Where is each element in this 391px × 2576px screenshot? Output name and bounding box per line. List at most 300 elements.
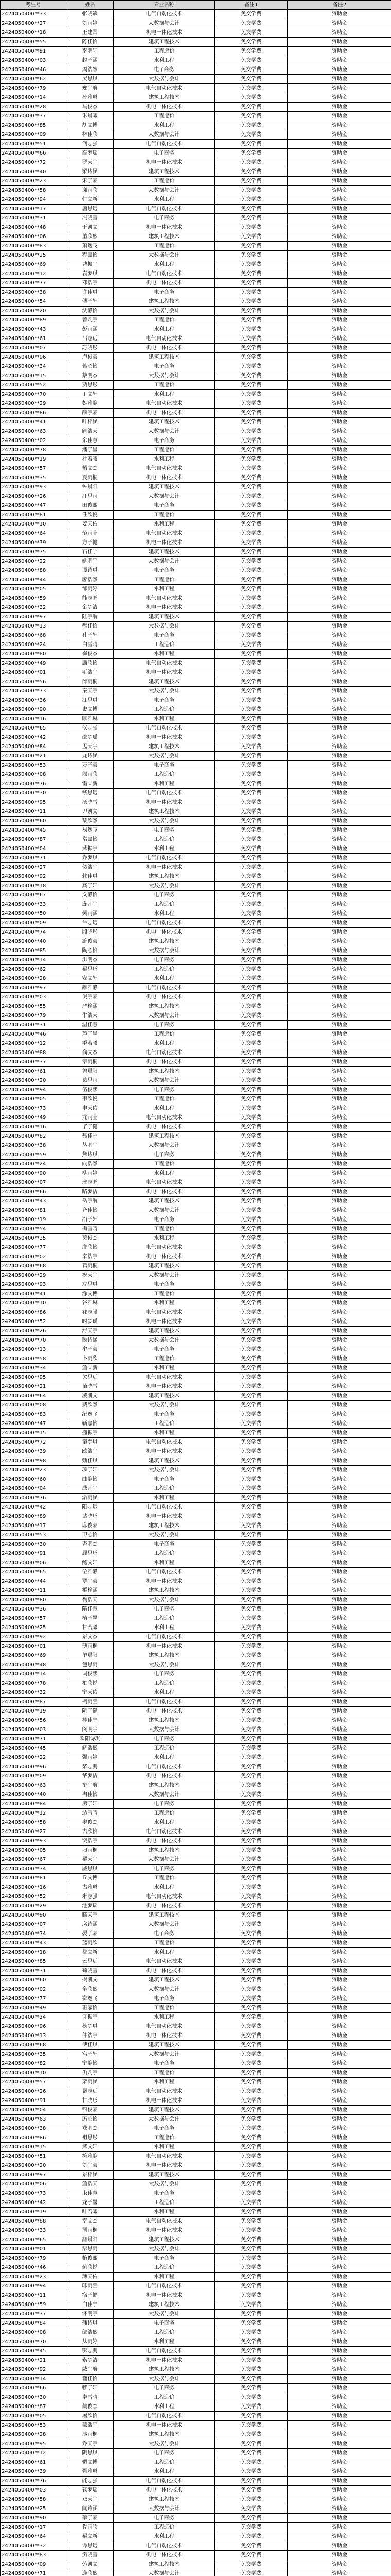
table-row [1,1670,391,1679]
note2-cell: 资助金 [288,2198,391,2208]
note1-cell: 免交学费 [215,1540,288,1549]
student-name-cell: 崔俊杰 [66,650,114,659]
major-cell: 机电一体化技术 [114,223,215,232]
major-cell: 水利工程 [114,585,215,594]
note1-cell: 免交学费 [215,854,288,863]
student-name-cell: 宿子健 [66,2291,114,2300]
exam-id-cell: 2424050400**38 [1,288,66,297]
note2-cell: 资助金 [288,2180,391,2189]
major-cell: 建筑工程技术 [114,742,215,752]
table-row [1,1725,391,1735]
table-row [1,2022,391,2031]
table-row [1,2282,391,2291]
student-name-cell: 尹凯文 [66,807,114,817]
student-name-cell: 彭雨涵 [66,325,114,334]
major-cell: 电气自动化技术 [114,2087,215,2096]
exam-id-cell: 2424050400**44 [1,575,66,585]
student-name-cell: 贡晓雪 [66,2551,114,2560]
note1-cell: 免交学费 [215,872,288,882]
student-name-cell: 莘子豪 [66,2514,114,2523]
note1-cell: 免交学费 [215,2532,288,2541]
table-row [1,1558,391,1568]
major-cell: 工程造价 [114,1160,215,1169]
note2-cell: 资助金 [288,353,391,362]
note2-cell: 资助金 [288,538,391,548]
table-row [1,2226,391,2235]
major-cell: 大数据与会计 [114,2375,215,2384]
note2-cell: 资助金 [288,316,391,325]
note2-cell: 资助金 [288,195,391,205]
note1-cell: 免交学费 [215,2319,288,2328]
major-cell: 机电一体化技术 [114,344,215,353]
major-cell: 建筑工程技术 [114,167,215,177]
major-cell: 电气自动化技术 [114,10,215,19]
major-cell: 电子商务 [114,1345,215,1354]
major-cell: 水利工程 [114,1883,215,1892]
exam-id-cell: 2424050400**26 [1,492,66,501]
note1-cell: 免交学费 [215,371,288,381]
student-name-cell: 饶浩宇 [66,1837,114,1846]
student-name-cell: 郜思雨 [66,2245,114,2254]
student-name-cell: 班嘉怡 [66,2004,114,2013]
exam-id-cell: 2424050400**08 [1,2328,66,2337]
major-cell: 机电一体化技术 [114,603,215,613]
exam-id-cell: 2424050400**41 [1,1290,66,1299]
note1-cell: 免交学费 [215,798,288,807]
major-cell: 电气自动化技术 [114,140,215,149]
student-name-cell: 冯晓雪 [66,214,114,223]
table-row [1,38,391,47]
note2-cell: 资助金 [288,1308,391,1317]
table-row [1,381,391,390]
major-cell: 水利工程 [114,2143,215,2152]
note1-cell: 免交学费 [215,965,288,974]
note2-cell: 资助金 [288,279,391,288]
major-cell: 电气自动化技术 [114,594,215,603]
note2-cell: 资助金 [288,362,391,371]
major-cell: 电气自动化技术 [114,2347,215,2356]
student-name-cell: 姜天佑 [66,520,114,529]
table-row [1,1679,391,1688]
note1-cell: 免交学费 [215,2486,288,2495]
exam-id-cell: 2424050400**96 [1,2022,66,2031]
student-name-cell: 位雅静 [66,1568,114,1577]
major-cell: 大数据与会计 [114,427,215,436]
student-name-cell: 伍俊熙 [66,1086,114,1095]
note1-cell: 免交学费 [215,2115,288,2124]
note2-cell: 资助金 [288,1206,391,1215]
major-cell: 水利工程 [114,2402,215,2412]
note2-cell: 资助金 [288,937,391,946]
header-name: 姓名 [66,1,114,10]
major-cell: 工程造价 [114,511,215,520]
table-row [1,1160,391,1169]
major-cell: 水利工程 [114,1623,215,1633]
table-row [1,946,391,956]
major-cell: 大数据与会计 [114,752,215,761]
student-name-cell: 柏欣悦 [66,1679,114,1688]
table-row [1,548,391,557]
note1-cell: 免交学费 [215,455,288,464]
note1-cell: 免交学费 [215,826,288,835]
student-name-cell: 蔺俊杰 [66,2402,114,2412]
student-name-cell: 项子轩 [66,1466,114,1475]
table-row [1,1206,391,1215]
table-row [1,891,391,900]
major-cell: 建筑工程技术 [114,872,215,882]
major-cell: 大数据与会计 [114,2504,215,2514]
note1-cell: 免交学费 [215,1790,288,1800]
student-name-cell: 曾凡宇 [66,316,114,325]
note1-cell: 免交学费 [215,1178,288,1188]
note1-cell: 免交学费 [215,242,288,251]
table-row [1,965,391,974]
major-cell: 电气自动化技术 [114,1243,215,1252]
student-name-cell: 童梦琪 [66,1438,114,1447]
exam-id-cell: 2424050400**76 [1,2477,66,2486]
header-major: 专业名称 [114,1,215,10]
note2-cell: 资助金 [288,2421,391,2430]
student-name-cell: 钱思远 [66,789,114,798]
note2-cell: 资助金 [288,789,391,798]
student-name-cell: 史文博 [66,705,114,715]
note2-cell: 资助金 [288,1104,391,1113]
note2-cell: 资助金 [288,1011,391,1021]
note1-cell: 免交学费 [215,1670,288,1679]
table-row [1,863,391,872]
major-cell: 电气自动化技术 [114,2022,215,2031]
student-name-cell: 都立新 [66,1948,114,1957]
student-name-cell: 阴思琪 [66,2449,114,2458]
major-cell: 大数据与会计 [114,1855,215,1865]
exam-id-cell: 2424050400**88 [1,1048,66,1058]
exam-id-cell: 2424050400**91 [1,2096,66,2106]
major-cell: 工程造价 [114,2198,215,2208]
table-row [1,1225,391,1234]
note2-cell: 资助金 [288,1985,391,1994]
major-cell: 建筑工程技术 [114,2106,215,2115]
note1-cell: 免交学费 [215,2031,288,2041]
table-row [1,529,391,538]
note1-cell: 免交学费 [215,1846,288,1855]
note1-cell: 免交学费 [215,1076,288,1086]
major-cell: 水利工程 [114,974,215,984]
major-cell: 电气自动化技术 [114,205,215,214]
student-name-cell: 解浩然 [66,1744,114,1753]
table-row [1,427,391,436]
student-name-cell: 毛浩宇 [66,668,114,677]
exam-id-cell: 2424050400**58 [1,186,66,195]
student-name-cell: 倪宇豪 [66,993,114,1002]
exam-id-cell: 2424050400**15 [1,371,66,381]
note1-cell: 免交学费 [215,520,288,529]
student-name-cell: 詹浩天 [66,2180,114,2189]
table-row [1,1827,391,1837]
student-name-cell: 谷雅琳 [66,1299,114,1308]
student-name-cell: 曹振宇 [66,260,114,269]
student-name-cell: 欧阳诗琪 [66,1735,114,1744]
student-name-cell: 揭凯文 [66,1976,114,1985]
note1-cell: 免交学费 [215,112,288,121]
note1-cell: 免交学费 [215,1336,288,1345]
student-name-cell: 边雪晴 [66,1809,114,1818]
exam-id-cell: 2424050400**65 [1,2235,66,2245]
note1-cell: 免交学费 [215,1827,288,1837]
exam-id-cell: 2424050400**94 [1,2282,66,2291]
table-row [1,1141,391,1150]
major-cell: 工程造价 [114,1484,215,1494]
header-exam-id: 考生号 [1,1,66,10]
note2-cell: 资助金 [288,2375,391,2384]
note2-cell: 资助金 [288,724,391,733]
major-cell: 电子商务 [114,631,215,640]
note2-cell: 资助金 [288,1039,391,1048]
major-cell: 工程造价 [114,1030,215,1039]
note2-cell: 资助金 [288,1531,391,1540]
note2-cell: 资助金 [288,1095,391,1104]
note2-cell: 资助金 [288,1410,391,1419]
table-row [1,47,391,56]
major-cell: 电气自动化技术 [114,1892,215,1902]
student-name-cell: 乔天宇 [66,2439,114,2449]
table-row [1,103,391,112]
table-row [1,371,391,381]
exam-id-cell: 2424050400**85 [1,121,66,130]
exam-id-cell: 2424050400**27 [1,1827,66,1837]
note2-cell: 资助金 [288,158,391,167]
major-cell: 水利工程 [114,1948,215,1957]
table-row [1,557,391,566]
table-row [1,93,391,103]
note1-cell: 免交学费 [215,1800,288,1809]
note2-cell: 资助金 [288,1225,391,1234]
note1-cell: 免交学费 [215,594,288,603]
note2-cell: 资助金 [288,2013,391,2022]
table-row [1,2133,391,2143]
major-cell: 工程造价 [114,47,215,56]
student-name-cell: 怀明宇 [66,2310,114,2319]
major-cell: 水利工程 [114,121,215,130]
student-name-cell: 何志强 [66,140,114,149]
table-row [1,687,391,696]
exam-id-cell: 2424050400**24 [1,2013,66,2022]
student-name-cell: 夏雨桐 [66,473,114,483]
note1-cell: 免交学费 [215,2328,288,2337]
table-row [1,1188,391,1197]
note1-cell: 免交学费 [215,492,288,501]
exam-id-cell: 2424050400**60 [1,1976,66,1985]
note1-cell: 免交学费 [215,1883,288,1892]
note2-cell: 资助金 [288,2189,391,2198]
student-name-cell: 詹立新 [66,1364,114,1373]
note1-cell: 免交学费 [215,2133,288,2143]
exam-id-cell: 2424050400**88 [1,566,66,575]
student-name-cell: 翁浩天 [66,1596,114,1605]
student-name-cell: 郗逸飞 [66,1994,114,2004]
note2-cell: 资助金 [288,399,391,409]
exam-id-cell: 2424050400**24 [1,1160,66,1169]
major-cell: 建筑工程技术 [114,1586,215,1596]
table-row [1,1855,391,1865]
major-cell: 工程造价 [114,1419,215,1429]
note2-cell: 资助金 [288,761,391,770]
table-row [1,28,391,38]
note2-cell: 资助金 [288,1484,391,1494]
student-name-cell: 籍佳怡 [66,2375,114,2384]
student-name-cell: 宁天佑 [66,1688,114,1698]
note2-cell: 资助金 [288,1939,391,1948]
student-name-cell: 焦诗琪 [66,1150,114,1160]
note1-cell: 免交学费 [215,1521,288,1531]
major-cell: 工程造价 [114,446,215,455]
exam-id-cell: 2424050400**03 [1,56,66,65]
note1-cell: 免交学费 [215,2560,288,2569]
note2-cell: 资助金 [288,2310,391,2319]
table-row [1,2050,391,2059]
major-cell: 大数据与会计 [114,1531,215,1540]
note1-cell: 免交学费 [215,2412,288,2421]
note1-cell: 免交学费 [215,2365,288,2375]
note2-cell: 资助金 [288,1967,391,1976]
major-cell: 水利工程 [114,1753,215,1762]
major-cell: 机电一体化技术 [114,2031,215,2041]
student-name-cell: 沈静怡 [66,307,114,316]
note1-cell: 免交学费 [215,1494,288,1503]
note1-cell: 免交学费 [215,891,288,900]
table-row [1,2551,391,2560]
exam-id-cell: 2424050400**61 [1,1067,66,1076]
note2-cell: 资助金 [288,455,391,464]
table-row [1,650,391,659]
note2-cell: 资助金 [288,1605,391,1614]
note2-cell: 资助金 [288,232,391,242]
table-row [1,1512,391,1521]
major-cell: 建筑工程技术 [114,1002,215,1011]
table-row [1,1911,391,1920]
note2-cell: 资助金 [288,594,391,603]
exam-id-cell: 2424050400**32 [1,2541,66,2551]
note2-cell: 资助金 [288,260,391,269]
note1-cell: 免交学费 [215,566,288,575]
major-cell: 大数据与会计 [114,2310,215,2319]
exam-id-cell: 2424050400**12 [1,2449,66,2458]
major-cell: 电子商务 [114,566,215,575]
note1-cell: 免交学费 [215,1456,288,1466]
note1-cell: 免交学费 [215,835,288,844]
note1-cell: 免交学费 [215,1558,288,1568]
note2-cell: 资助金 [288,149,391,158]
student-name-cell: 熊志鹏 [66,594,114,603]
major-cell: 机电一体化技术 [114,928,215,937]
student-name-cell: 俞文杰 [66,1048,114,1058]
major-cell: 电气自动化技术 [114,1048,215,1058]
note2-cell: 资助金 [288,1818,391,1827]
note2-cell: 资助金 [288,1809,391,1818]
note2-cell: 资助金 [288,121,391,130]
table-row [1,715,391,724]
note1-cell: 免交学费 [215,1549,288,1558]
exam-id-cell: 2424050400**76 [1,1494,66,1503]
major-cell: 水利工程 [114,520,215,529]
note1-cell: 免交学费 [215,548,288,557]
note1-cell: 免交学费 [215,2337,288,2347]
major-cell: 水利工程 [114,1364,215,1373]
student-name-cell: 龙子墨 [66,2198,114,2208]
exam-id-cell: 2424050400**53 [1,2421,66,2430]
major-cell: 工程造价 [114,1354,215,1364]
major-cell: 建筑工程技术 [114,1392,215,1401]
note2-cell: 资助金 [288,2514,391,2523]
exam-id-cell: 2424050400**69 [1,1651,66,1660]
exam-id-cell: 2424050400**63 [1,427,66,436]
major-cell: 工程造价 [114,2458,215,2467]
student-name-cell: 秋梦琪 [66,2022,114,2031]
exam-id-cell: 2424050400**66 [1,2384,66,2393]
table-body [1,10,391,2576]
note2-cell: 资助金 [288,1419,391,1429]
note1-cell: 免交学费 [215,1447,288,1456]
major-cell: 水利工程 [114,1104,215,1113]
exam-id-cell: 2424050400**53 [1,761,66,770]
major-cell: 电子商务 [114,1800,215,1809]
note2-cell: 资助金 [288,2282,391,2291]
note2-cell: 资助金 [288,1651,391,1660]
note2-cell: 资助金 [288,2133,391,2143]
major-cell: 大数据与会计 [114,186,215,195]
major-cell: 工程造价 [114,2523,215,2532]
student-name-cell: 晏子豪 [66,1929,114,1939]
note1-cell: 免交学费 [215,2569,288,2576]
note1-cell: 免交学费 [215,789,288,798]
exam-id-cell: 2424050400**28 [1,2430,66,2439]
table-row [1,2365,391,2375]
note2-cell: 资助金 [288,705,391,715]
student-name-cell: 仇凡宇 [66,2069,114,2078]
major-cell: 工程造价 [114,1614,215,1623]
note2-cell: 资助金 [288,1456,391,1466]
exam-id-cell: 2424050400**60 [1,1475,66,1484]
table-row [1,1929,391,1939]
exam-id-cell: 2424050400**23 [1,2273,66,2282]
table-row [1,1419,391,1429]
student-name-cell: 符雅静 [66,2152,114,2161]
note2-cell: 资助金 [288,742,391,752]
major-cell: 建筑工程技术 [114,937,215,946]
exam-id-cell: 2424050400**80 [1,1596,66,1605]
exam-id-cell: 2424050400**30 [1,1540,66,1549]
table-row [1,158,391,167]
exam-id-cell: 2424050400**18 [1,28,66,38]
note1-cell: 免交学费 [215,1892,288,1902]
exam-id-cell: 2424050400**47 [1,501,66,511]
note1-cell: 免交学费 [215,1327,288,1336]
note2-cell: 资助金 [288,2143,391,2152]
student-name-cell: 杜若曦 [66,455,114,464]
student-name-cell: 景梓涵 [66,2171,114,2180]
student-name-cell: 钭俊豪 [66,2106,114,2115]
major-cell: 电气自动化技术 [114,1762,215,1772]
exam-id-cell: 2424050400**56 [1,1716,66,1725]
exam-id-cell: 2424050400**40 [1,1790,66,1800]
major-cell: 机电一体化技术 [114,863,215,872]
table-row [1,1234,391,1243]
note1-cell: 免交学费 [215,436,288,446]
table-row [1,399,391,409]
table-row [1,2059,391,2069]
student-name-cell: 许佳琪 [66,288,114,297]
table-row [1,1113,391,1123]
exam-id-cell: 2424050400**28 [1,974,66,984]
